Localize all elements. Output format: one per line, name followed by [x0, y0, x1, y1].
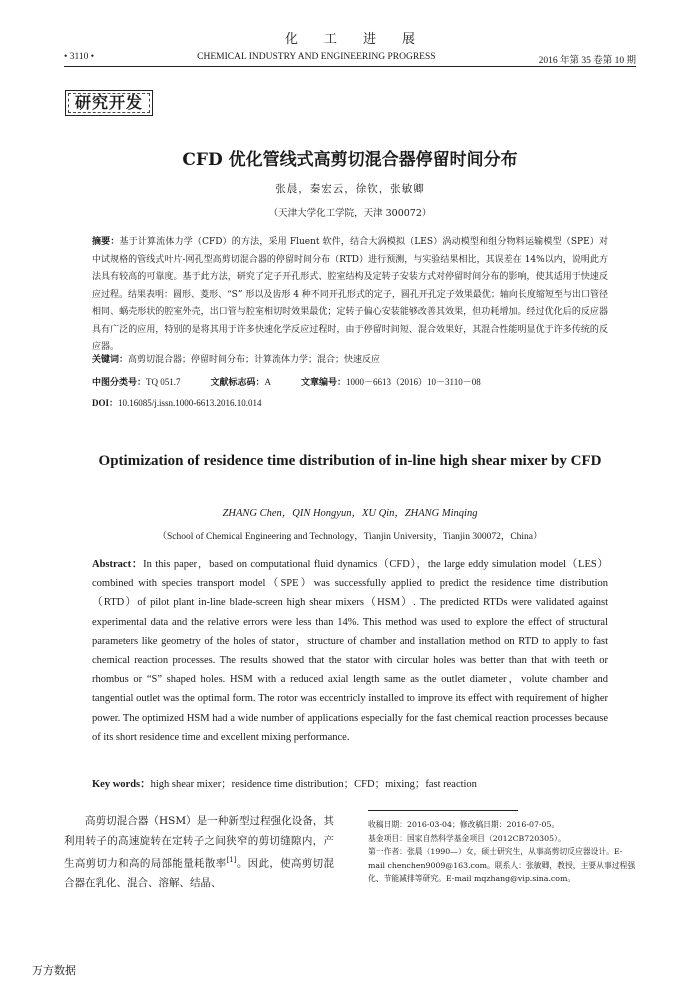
abstract-en	[92, 555, 608, 747]
journal-name-en: CHEMICAL INDUSTRY AND ENGINEERING PROGRESS	[197, 52, 436, 62]
footnote-received: 收稿日期：2016-03-04；修改稿日期：2016-07-05。	[368, 820, 560, 829]
affiliation-en: （School of Chemical Engineering and Technology，Tianjin University，Tianjin 300072，China）	[157, 532, 543, 542]
article-no-value: 1000－6613（2016）10－3110－08	[346, 377, 481, 387]
keywords-cn-label: 关键词：	[92, 355, 129, 365]
section-label: 研究开发	[65, 90, 153, 116]
abstract-en-label: Abstract：	[92, 559, 144, 570]
footnote-rule	[368, 810, 518, 811]
classification-line	[92, 375, 608, 388]
keywords-en	[92, 776, 608, 791]
footnote-author: 第一作者：张晨（1990—）女，硕士研究生，从事高剪切反应器设计。E-mail chenchen9009@163.com。联系人：张敏卿，教授，主要从事过程强化、节能减排等研究。E-mail mqzhang@vip.sina.com。	[368, 847, 636, 884]
journal-title: 化工进展	[284, 32, 441, 47]
citation-ref[interactable]: [1]	[226, 856, 237, 864]
keywords-cn-text: 高剪切混合器；停留时间分布；计算流体力学；混合；快速反应	[128, 355, 381, 365]
affiliation-cn: （天津大学化工学院，天津 300072）	[268, 208, 432, 219]
doc-code-label: 文献标志码：	[210, 377, 265, 387]
abstract-cn	[92, 234, 608, 357]
clc-value: TQ 051.7	[146, 377, 181, 387]
page-number: • 3110 •	[64, 52, 95, 62]
body-text-start: 高剪切混合器（HSM）是一种新型过程强化设备，其利用转子的高速旋转在定转子之间狭窄的剪切缝隙内，产生高剪切力和高的局部能量耗散率	[64, 815, 334, 870]
doi-value: 10.16085/j.issn.1000-6613.2016.10.014	[118, 398, 262, 408]
abstract-cn-label: 摘要：	[92, 237, 120, 247]
keywords-en-label: Key words：	[92, 779, 151, 790]
body-text-end: 。因此，使高剪切混合器在乳化、混合、溶解、结晶、	[64, 857, 335, 889]
header-rule	[64, 66, 636, 67]
paper-title-en: Optimization of residence time distribution of in-line high shear mixer by CFD	[98, 453, 602, 469]
footnotes	[368, 818, 638, 886]
body-paragraph	[64, 812, 334, 894]
paper-title-cn: CFD 优化管线式高剪切混合器停留时间分布	[182, 150, 518, 170]
doi-line	[92, 396, 608, 409]
footnote-fund: 基金项目：国家自然科学基金项目（2012CB720305）。	[368, 833, 566, 843]
doc-code-value: A	[264, 377, 272, 387]
authors-en: ZHANG Chen，QIN Hongyun，XU Qin，ZHANG Minqing	[222, 508, 478, 519]
issue-info: 2016 年第 35 卷第 10 期	[538, 56, 636, 66]
watermark: 万方数据	[32, 964, 76, 977]
keywords-en-text: high shear mixer；residence time distribution；CFD；mixing；fast reaction	[150, 779, 477, 790]
abstract-en-text: In this paper，based on computational fluid dynamics（CFD），the large eddy simulation model（LES）combined with species transport model（SPE）was successfully applied to predict the residence time distribution（RTD）of pilot plant in-line blade-screen high shear mixers（HSM）. The predicted RTDs were validated against experimental data and the relative errors were less than 14%. This method was used to explore the effect of structural parameters like geometry of the holes of stator，structure of chamber and installation method on RTD to apply to fast chemical reaction processes. The results showed that the stator with circular holes was better than that with teeth or rhombus or “S” shaped holes. HSM with a reduced axial length same as the outlet diameter，volute chamber and tangential outlet was the optimal form. The rotor was eccentricly installed to improve its effect with requirement of higher power. The optimized HSM had a wide number of applications especially for the fast chemical reaction processes because of its short residence time and excellent mixing performance.	[92, 559, 608, 743]
running-header	[64, 52, 636, 66]
article-no-label: 文章编号：	[301, 377, 347, 387]
doi-label: DOI：	[92, 398, 119, 408]
clc-label: 中图分类号：	[92, 377, 147, 387]
authors-cn: 张晨，秦宏云，徐钦，张敏卿	[275, 183, 425, 195]
abstract-cn-text: 基于计算流体力学（CFD）的方法，采用 Fluent 软件，结合大涡模拟（LES）涡动模型和组分物料运输模型（SPE）对中试规格的管线式叶片-网孔型高剪切混合器的停留时间分布（RTD）进行预测，与实验结果相比，其误差在 14%以内，说明此方法具有较高的可靠度。基于此方法，研究了定子开孔形式、腔室结构及定转子安装方式对停留时间分布的影响，使其适用于快速反应过程。结果表明：圆形、菱形、“S” 形以及齿形 4 种不同开孔形式的定子，圆孔开孔定子效果最优；轴向长度缩短至与出口管径相同、蜗壳形状的腔室外壳，出口管与腔室相切时效果最优；定转子偏心安装能够改善其效果，但功耗增加。经过优化后的反应器具有广泛的应用，特别的是将其用于许多快速化学反应过程时，由于停留时间短、混合效果好，其混合性能明显优于许多传统的反应器。	[92, 237, 608, 352]
keywords-cn	[92, 352, 608, 365]
